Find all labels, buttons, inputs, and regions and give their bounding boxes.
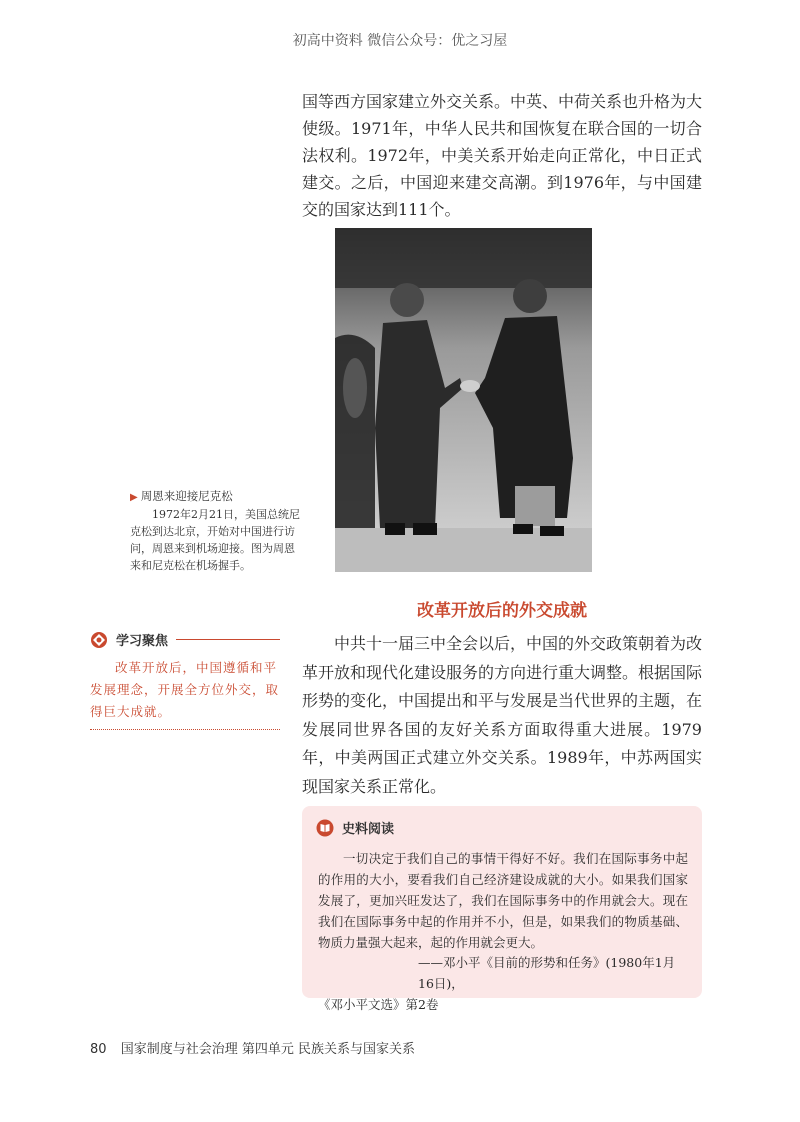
study-focus-box	[90, 630, 280, 730]
historical-reading-box	[302, 806, 702, 1012]
study-focus-label: 学习聚焦	[116, 634, 169, 649]
reading-source-line2: 《邓小平文选》第2卷	[318, 997, 439, 1012]
historical-photo	[335, 228, 592, 572]
reading-source-line1: ——邓小平《目前的形势和任务》(1980年1月16日)，	[418, 955, 676, 991]
reading-label: 史料阅读	[342, 822, 395, 837]
focus-dotted-divider	[90, 729, 280, 730]
triangle-marker-icon: ▶	[130, 492, 138, 503]
caption-title	[130, 488, 305, 506]
study-focus-header	[90, 630, 280, 649]
book-icon	[316, 819, 334, 837]
focus-target-icon	[90, 631, 108, 649]
handshake-photo-illustration	[335, 228, 592, 572]
focus-divider	[176, 639, 280, 640]
page-number: 80	[90, 1042, 107, 1057]
reading-source	[318, 952, 688, 1015]
intro-paragraph: 国等西方国家建立外交关系。中英、中荷关系也升格为大使级。1971年，中华人民共和国恢复在联合国的一切合法权利。1972年，中美关系开始走向正常化，中日正式建交。之后，中国迎来建交高潮。到1976年，与中国建交的国家达到111个。	[302, 92, 703, 219]
body-paragraph: 中共十一届三中全会以后，中国的外交政策朝着为改革开放和现代化建设服务的方向进行重大调整。根据国际形势的变化，中国提出和平与发展是当代世界的主题，在发展同世界各国的友好关系方面取得重大进展。1979年，中美两国正式建立外交关系。1989年，中苏两国实现国家关系正常化。	[302, 634, 703, 796]
photo-caption	[130, 488, 305, 574]
footer-text: 国家制度与社会治理 第四单元 民族关系与国家关系	[120, 1042, 415, 1057]
caption-title-text: 周恩来迎接尼克松	[140, 489, 233, 503]
reading-quote: 一切决定于我们自己的事情干得好不好。我们在国际事务中起的作用的大小，要看我们自己经济建设成就的大小。如果我们国家发展了，更加兴旺发达了，我们在国际事务中的作用就会大。现在我们在国际事务中起的作用并不小，但是，如果我们的物质基础、物质力量强大起来，起的作用就会更大。	[318, 851, 688, 950]
section-title: 改革开放后的外交成就	[417, 601, 587, 621]
caption-body: 1972年2月21日，美国总统尼克松到达北京，开始对中国进行访问，周恩来到机场迎接。图为周恩来和尼克松在机场握手。	[130, 508, 300, 572]
page-header: 初高中资料 微信公众号：优之习屋	[292, 33, 508, 49]
page-footer	[90, 1038, 415, 1057]
study-focus-text: 改革开放后，中国遵循和平发展理念，开展全方位外交，取得巨大成就。	[90, 660, 280, 719]
reading-header	[316, 818, 394, 837]
